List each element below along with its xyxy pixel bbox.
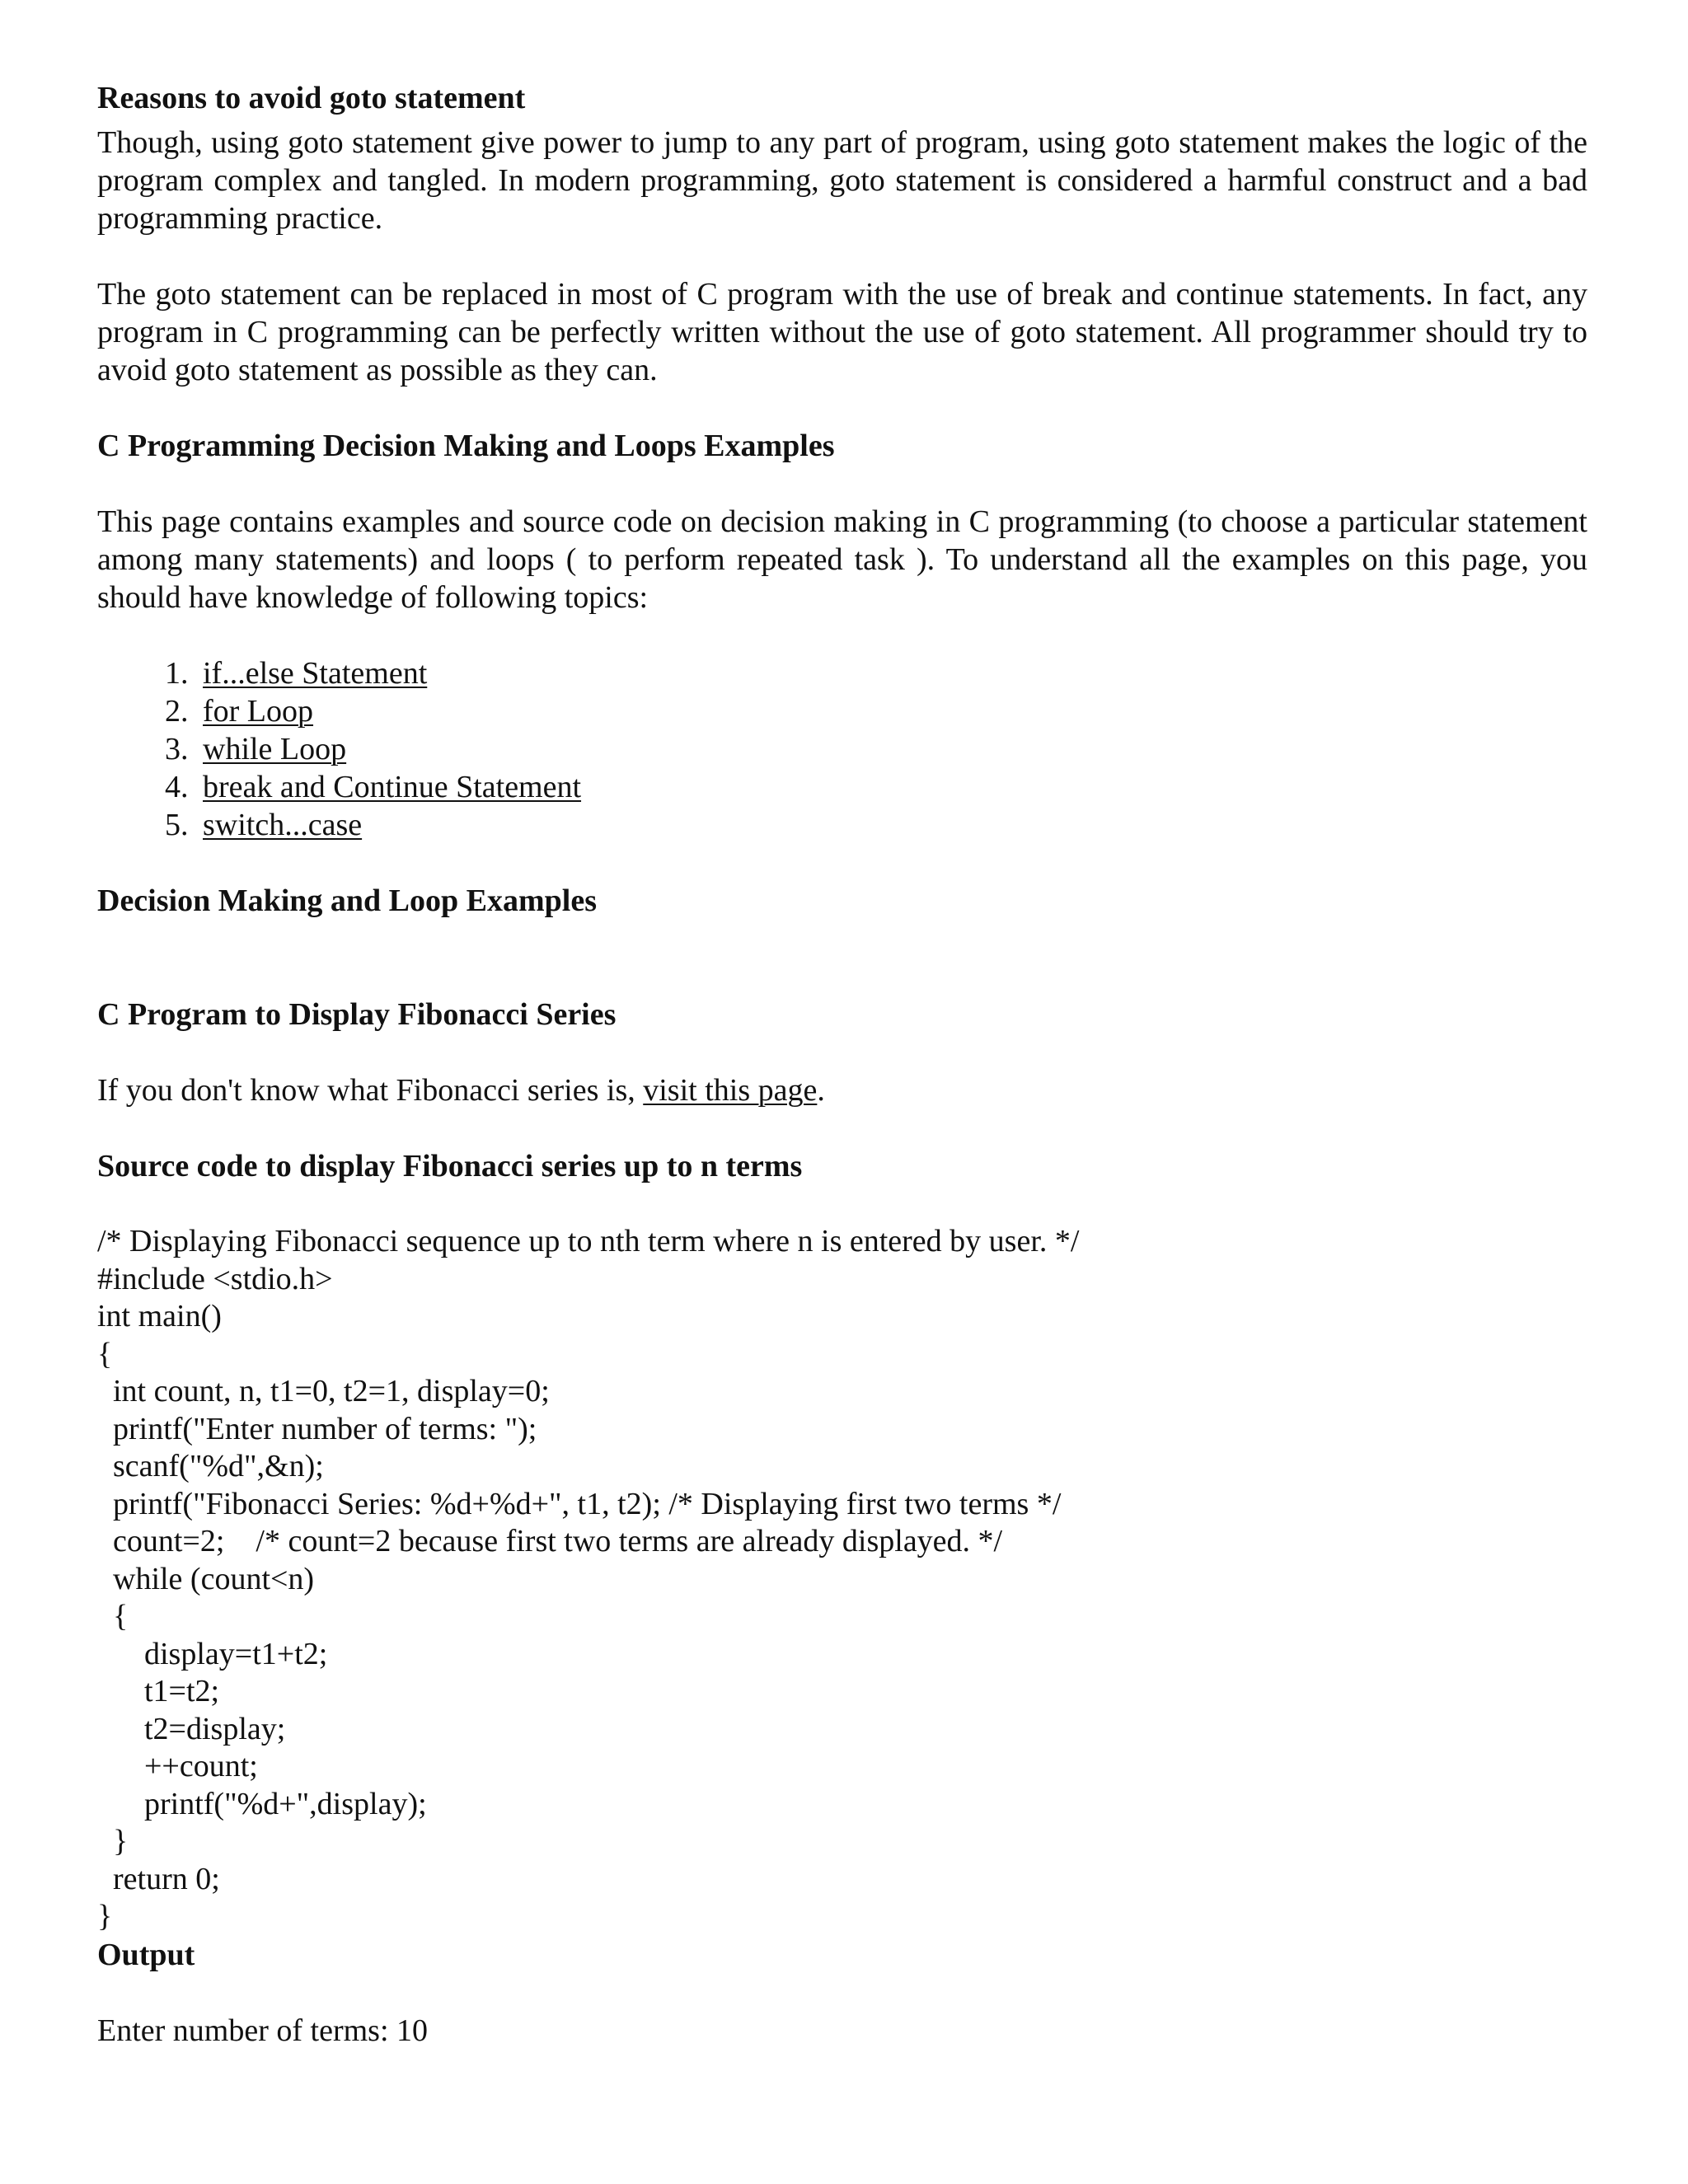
paragraph-page-intro: This page contains examples and source code on decision making in C programming (to choose a particular statement among many statements) and loops ( to perform repeated task ). To understand all the examples on this page, you should have knowledge of following topics: bbox=[97, 504, 1587, 615]
heading-fibonacci-program: C Program to Display Fibonacci Series bbox=[97, 997, 617, 1032]
code-line: return 0; bbox=[97, 1861, 220, 1896]
code-line: int main() bbox=[97, 1299, 222, 1333]
fibonacci-intro-suffix: . bbox=[817, 1073, 825, 1108]
code-line: #include <stdio.h> bbox=[97, 1261, 333, 1296]
heading-source-code: Source code to display Fibonacci series up to n terms bbox=[97, 1149, 803, 1183]
topic-link-if-else[interactable]: if...else Statement bbox=[203, 656, 428, 691]
list-item bbox=[196, 654, 1587, 692]
code-line: scanf("%d",&n); bbox=[97, 1449, 324, 1483]
list-item bbox=[196, 806, 1587, 844]
code-line: while (count<n) bbox=[97, 1561, 315, 1596]
code-line: /* Displaying Fibonacci sequence up to nth term where n is entered by user. */ bbox=[97, 1224, 1080, 1258]
code-line: int count, n, t1=0, t2=1, display=0; bbox=[97, 1374, 550, 1408]
code-line: ++count; bbox=[97, 1749, 258, 1783]
visit-this-page-link[interactable]: visit this page bbox=[643, 1073, 818, 1108]
heading-decision-loops-examples: C Programming Decision Making and Loops Examples bbox=[97, 429, 835, 463]
code-line: display=t1+t2; bbox=[97, 1636, 328, 1671]
heading-output: Output bbox=[97, 1937, 195, 1972]
paragraph-fibonacci-intro bbox=[97, 1071, 1587, 1109]
code-line: printf("%d+",display); bbox=[97, 1786, 427, 1821]
code-line: t1=t2; bbox=[97, 1674, 220, 1708]
code-line: count=2; /* count=2 because first two terms are already displayed. */ bbox=[97, 1524, 1003, 1558]
fibonacci-intro-text: If you don't know what Fibonacci series is, bbox=[97, 1073, 644, 1108]
code-line: { bbox=[97, 1336, 113, 1371]
code-line: { bbox=[97, 1599, 129, 1633]
topic-link-switch-case[interactable]: switch...case bbox=[203, 808, 363, 842]
code-line: t2=display; bbox=[97, 1711, 286, 1746]
document-page bbox=[97, 79, 1587, 2050]
output-line: Enter number of terms: 10 bbox=[97, 2013, 429, 2048]
code-line: } bbox=[97, 1824, 129, 1858]
list-item bbox=[196, 768, 1587, 806]
paragraph-goto-harmful: Though, using goto statement give power to jump to any part of program, using goto statement makes the logic of the program complex and tangled. In modern programming, goto statement is considered a harmful construct and a bad programming practice. bbox=[97, 125, 1587, 236]
code-line: printf("Enter number of terms: "); bbox=[97, 1411, 537, 1446]
heading-decision-loop-examples: Decision Making and Loop Examples bbox=[97, 883, 597, 918]
code-block bbox=[97, 1223, 1587, 1936]
code-line: } bbox=[97, 1899, 113, 1933]
list-item bbox=[196, 730, 1587, 768]
topic-link-break-continue[interactable]: break and Continue Statement bbox=[203, 770, 582, 804]
paragraph-goto-replace: The goto statement can be replaced in most of C program with the use of break and continue statements. In fact, any program in C programming can be perfectly written without the use of goto statement. All programmer should try to avoid goto statement as possible as they can. bbox=[97, 277, 1587, 387]
topic-link-while-loop[interactable]: while Loop bbox=[203, 732, 347, 766]
topics-list bbox=[97, 654, 1587, 844]
heading-reasons-avoid-goto: Reasons to avoid goto statement bbox=[97, 81, 526, 115]
code-line: printf("Fibonacci Series: %d+%d+", t1, t2); /* Displaying first two terms */ bbox=[97, 1486, 1062, 1521]
list-item bbox=[196, 692, 1587, 730]
topic-link-for-loop[interactable]: for Loop bbox=[203, 694, 314, 729]
